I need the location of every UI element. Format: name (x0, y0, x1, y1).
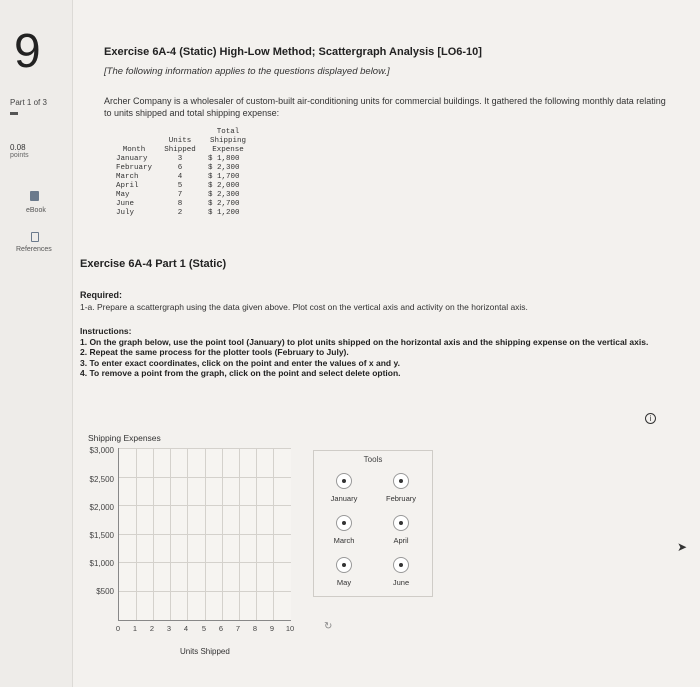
exercise-intro: Archer Company is a wholesaler of custom-built air-conditioning units for commercial buildings. It gathered the following monthly data relating to units shipped and total shipping expense: (104, 96, 666, 118)
x-tick-label: 9 (269, 624, 275, 633)
exercise-subtitle: [The following information applies to the questions displayed below.] (104, 66, 390, 77)
table-row (112, 182, 252, 191)
table-row (112, 155, 252, 164)
tools-panel (313, 450, 433, 597)
points-value: 0.08 (10, 143, 26, 152)
tool-label: June (392, 578, 410, 587)
references-icon[interactable] (31, 232, 39, 242)
tool-january[interactable] (317, 473, 371, 503)
part-indicator: Part 1 of 3 (10, 98, 47, 107)
cell-month: February (116, 164, 153, 172)
points-label: points (10, 152, 29, 159)
x-axis-title: Units Shipped (180, 647, 230, 656)
cell-month: March (116, 173, 139, 181)
tools-title: Tools (363, 455, 383, 464)
cell-expense: $ 2,300 (208, 164, 240, 172)
cell-units: 4 (177, 173, 183, 181)
y-tick-label: $2,000 (89, 503, 114, 512)
cell-expense: $ 1,700 (208, 173, 240, 181)
y-tick-label: $1,000 (89, 559, 114, 568)
instruction-item: 2. Repeat the same process for the plotter tools (February to July). (80, 347, 349, 357)
tool-label: March (333, 536, 355, 545)
col-month: Month (122, 146, 146, 154)
required-label: Required: (80, 290, 123, 300)
tool-april[interactable] (374, 515, 428, 545)
cell-expense: $ 2,300 (208, 191, 240, 199)
tool-label: February (385, 494, 416, 503)
x-tick-label: 7 (235, 624, 241, 633)
cell-month: January (116, 155, 148, 163)
table-row (112, 164, 252, 173)
point-tool-icon[interactable] (393, 515, 409, 531)
x-tick-label: 0 (115, 624, 121, 633)
cell-month: June (116, 200, 135, 208)
ebook-link[interactable]: eBook (26, 207, 46, 214)
part-progress-bar (10, 112, 18, 115)
table-row (112, 209, 252, 218)
table-row (112, 191, 252, 200)
scattergraph-plot-area[interactable] (118, 448, 291, 621)
references-link[interactable]: References (16, 246, 52, 253)
cell-units: 5 (177, 182, 183, 190)
cell-units: 6 (177, 164, 183, 172)
point-tool-icon[interactable] (336, 557, 352, 573)
y-tick-label: $3,000 (89, 446, 114, 455)
cell-month: July (116, 209, 135, 217)
tool-february[interactable] (374, 473, 428, 503)
x-tick-label: 4 (183, 624, 189, 633)
reset-icon[interactable]: ↻ (324, 621, 333, 632)
instructions (80, 326, 670, 379)
cell-expense: $ 2,000 (208, 182, 240, 190)
cell-expense: $ 2,700 (208, 200, 240, 208)
tool-march[interactable] (317, 515, 371, 545)
x-tick-label: 10 (285, 624, 295, 633)
y-tick-label: $2,500 (89, 475, 114, 484)
cell-units: 8 (177, 200, 183, 208)
info-icon[interactable]: i (645, 413, 656, 424)
x-tick-label: 2 (149, 624, 155, 633)
y-tick-label: $1,500 (89, 531, 114, 540)
ebook-icon[interactable] (30, 191, 39, 201)
point-tool-icon[interactable] (393, 557, 409, 573)
x-tick-label: 6 (218, 624, 224, 633)
instruction-item: 3. To enter exact coordinates, click on the point and enter the values of x and y. (80, 357, 400, 368)
point-tool-icon[interactable] (393, 473, 409, 489)
point-tool-icon[interactable] (336, 515, 352, 531)
cell-units: 7 (177, 191, 183, 199)
y-tick-label: $500 (96, 587, 114, 596)
table-row (112, 200, 252, 209)
required-text: 1-a. Prepare a scattergraph using the data given above. Plot cost on the vertical axis and activity on the horizontal axis. (80, 302, 528, 312)
x-tick-label: 5 (201, 624, 207, 633)
point-tool-icon[interactable] (336, 473, 352, 489)
mouse-cursor-icon: ➤ (677, 540, 688, 554)
cell-units: 2 (177, 209, 183, 217)
table-row (112, 173, 252, 182)
tool-label: May (336, 578, 352, 587)
graph-title: Shipping Expenses (88, 433, 161, 443)
cell-units: 3 (177, 155, 183, 163)
tool-june[interactable] (374, 557, 428, 587)
x-tick-label: 3 (166, 624, 172, 633)
shipping-data-table (112, 128, 252, 218)
exercise-title: Exercise 6A-4 (Static) High-Low Method; Scattergraph Analysis [LO6-10] (104, 46, 482, 58)
cell-expense: $ 1,800 (208, 155, 240, 163)
tool-label: January (330, 494, 358, 503)
sidebar (0, 0, 73, 687)
cell-expense: $ 1,200 (208, 209, 240, 217)
question-number: 9 (14, 25, 41, 78)
part-title: Exercise 6A-4 Part 1 (Static) (80, 258, 227, 270)
cell-month: April (116, 182, 139, 190)
x-tick-label: 1 (132, 624, 138, 633)
tool-may[interactable] (317, 557, 371, 587)
instruction-item: 4. To remove a point from the graph, click on the point and select delete option. (80, 368, 401, 378)
col-units: Units Shipped (164, 137, 196, 154)
instruction-item: 1. On the graph below, use the point tool (January) to plot units shipped on the horizontal axis and the shipping expense on the vertical axis. (80, 336, 649, 347)
cell-month: May (116, 191, 130, 199)
x-tick-label: 8 (252, 624, 258, 633)
tool-label: April (393, 536, 409, 545)
col-expense: Total Shipping Expense (210, 128, 247, 154)
instructions-label: Instructions: (80, 326, 132, 336)
